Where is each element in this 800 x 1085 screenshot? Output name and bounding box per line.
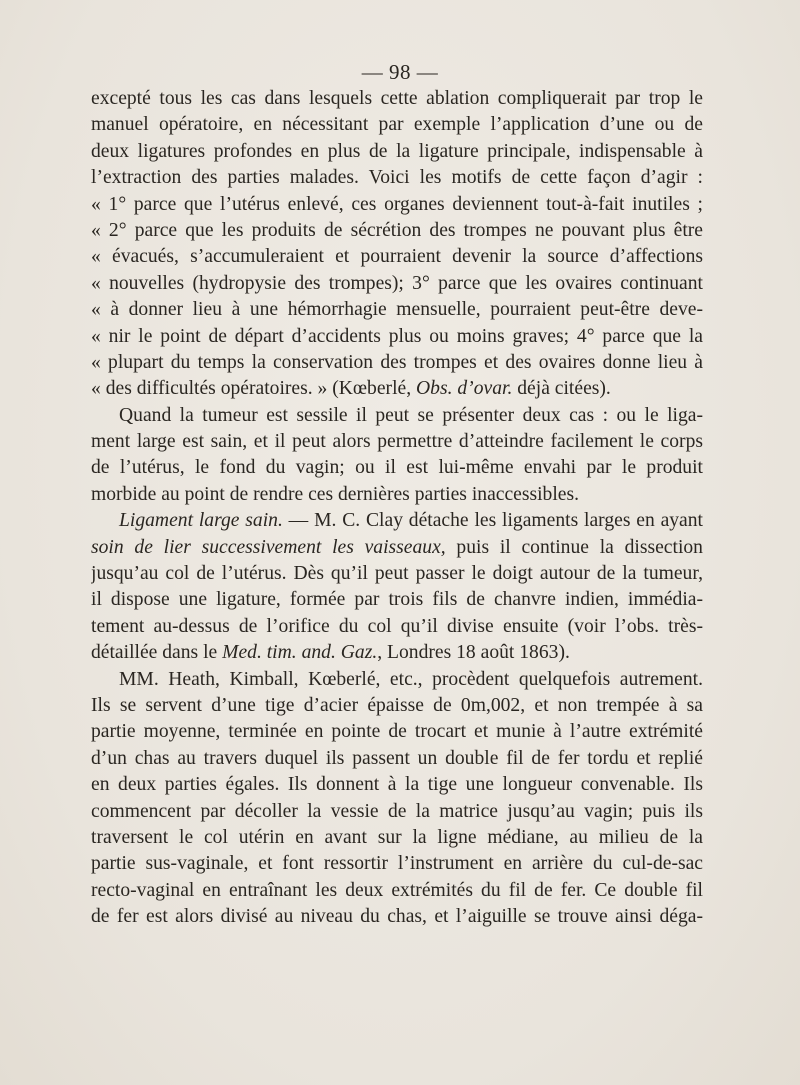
text-line: « plupart du temps la conservation des trompes et des ovaires donne lieu à: [91, 351, 703, 373]
text-line: ment large est sain, et il peut alors permettre d’atteindre facilement le corps: [91, 431, 703, 453]
text-line: [91, 535, 703, 561]
text-line: recto-vaginal en entraînant les deux extrémités du fil de fer. Ce double fil: [91, 879, 703, 901]
text-line: « 1° parce que l’utérus enlevé, ces organes deviennent tout-à-fait inutiles ;: [91, 193, 703, 215]
text-line: partie moyenne, terminée en pointe de trocart et munie à l’autre extrémité: [91, 721, 703, 743]
text-line: « à donner lieu à une hémorrhagie mensuelle, pourraient peut-être deve-: [91, 299, 703, 321]
text-run: détaillée dans le: [91, 642, 223, 664]
text-line: il dispose une ligature, formée par trois fils de chanvre indien, immédia-: [91, 589, 703, 611]
text-line: partie sus-vaginale, et font ressortir l’instrument en arrière du cul-de-sac: [91, 853, 703, 875]
text-line: manuel opératoire, en nécessitant par exemple l’application d’une ou de: [91, 114, 703, 136]
text-line: tement au-dessus de l’orifice du col qu’il divise ensuite (voir l’obs. très-: [91, 615, 703, 637]
text-run: , Londres 18 août 1863).: [377, 642, 570, 664]
italic-citation: Obs. d’ovar.: [416, 378, 513, 400]
text-line: « nouvelles (hydropysie des trompes); 3° parce que les ovaires continuant: [91, 272, 703, 294]
paragraph-start: MM. Heath, Kimball, Kœberlé, etc., procèdent quelquefois autrement.: [119, 668, 703, 690]
text-run: puis il continue la dissection: [445, 536, 703, 558]
paragraph-start: Quand la tumeur est sessile il peut se présenter deux cas : ou le liga-: [119, 404, 703, 426]
text-line: de l’utérus, le fond du vagin; ou il est lui-même envahi par le produit: [91, 457, 703, 479]
text-line-citation: [91, 376, 703, 402]
page-number-header: — 98 —: [361, 60, 439, 84]
text-line: deux ligatures profondes en plus de la ligature principale, indispensable à: [91, 140, 703, 162]
text-run: déjà citées).: [512, 378, 611, 400]
text-line: « évacués, s’accumuleraient et pourraient devenir la source d’affections: [91, 246, 703, 268]
text-line: « 2° parce que les produits de sécrétion des trompes ne pouvant plus être: [91, 219, 703, 241]
text-line: commencent par décoller la vessie de la matrice jusqu’au vagin; puis ils: [91, 800, 703, 822]
text-line: jusqu’au col de l’utérus. Dès qu’il peut passer le doigt autour de la tumeur,: [91, 563, 703, 585]
text-line-citation: [91, 640, 703, 666]
section-heading-line: [91, 508, 703, 534]
text-line: traversent le col utérin en avant sur la ligne médiane, au milieu de la: [91, 826, 703, 848]
text-line: l’extraction des parties malades. Voici les motifs de cette façon d’agir :: [91, 167, 703, 189]
text-run: « des difficultés opératoires. » (Kœberlé,: [91, 378, 417, 400]
text-line: de fer est alors divisé au niveau du chas, et l’aiguille se trouve ainsi déga-: [91, 906, 703, 928]
italic-phrase: soin de lier successivement les vaisseaux,: [91, 536, 446, 558]
italic-citation: Med. tim. and. Gaz.: [222, 642, 378, 664]
text-line: morbide au point de rendre ces dernières parties inaccessibles.: [91, 483, 580, 505]
text-line: « nir le point de départ d’accidents plus ou moins graves; 4° parce que la: [91, 325, 703, 347]
text-line: Ils se servent d’une tige d’acier épaisse de 0m,002, et non trempée à sa: [91, 694, 703, 716]
text-run: — M. C. Clay détache les ligaments larges en ayant: [282, 510, 703, 532]
italic-heading: Ligament large sain.: [119, 510, 283, 532]
text-line: d’un chas au travers duquel ils passent un double fil de fer tordu et replié: [91, 747, 703, 769]
text-line: excepté tous les cas dans lesquels cette ablation compliquerait par trop le: [91, 88, 703, 109]
text-line: en deux parties égales. Ils donnent à la tige une longueur convenable. Ils: [91, 774, 703, 796]
body-text: [91, 86, 703, 931]
